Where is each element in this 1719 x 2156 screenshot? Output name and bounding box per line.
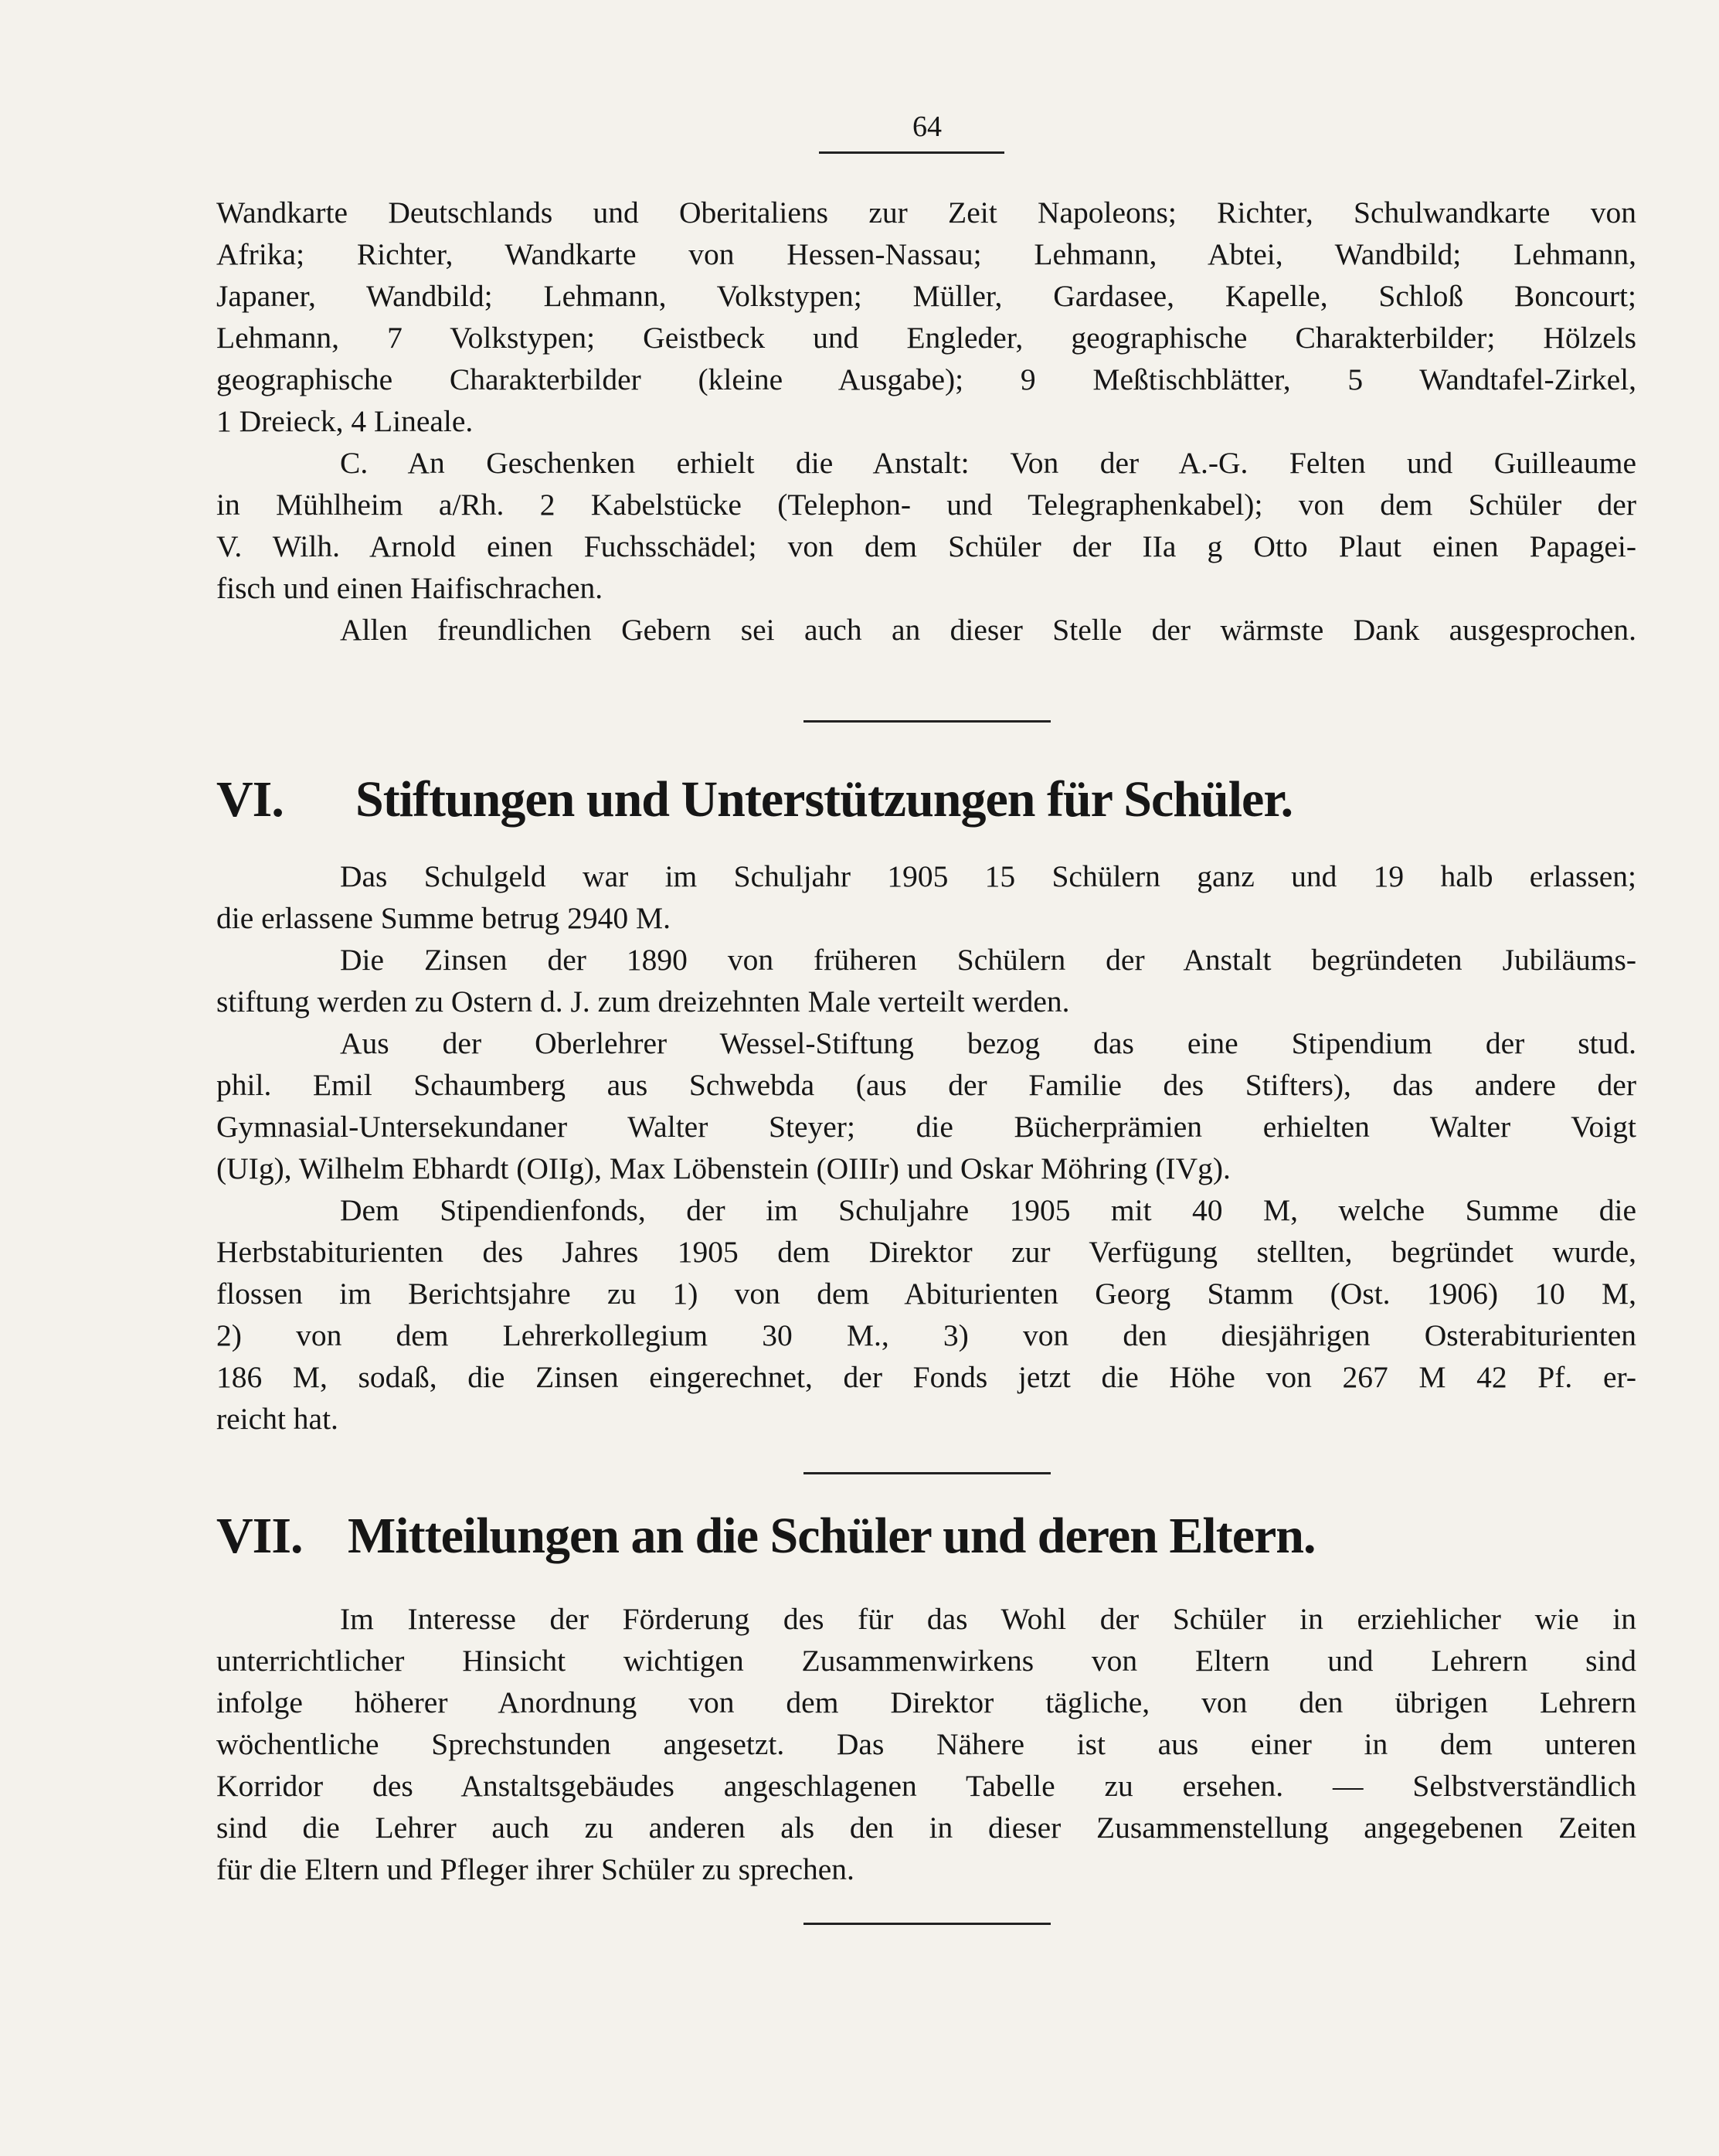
- section-heading-vii: [216, 1505, 1636, 1567]
- text-line: reicht hat.: [216, 1402, 338, 1436]
- section-number: VI.: [216, 771, 284, 828]
- text-line: infolge höherer Anordnung von dem Direktor tägliche, von den übrigen Lehrern: [216, 1685, 1636, 1719]
- paragraph-block-mitteilungen: [216, 1598, 1636, 1890]
- text-line: Die Zinsen der 1890 von früheren Schülern der Anstalt begründeten Jubiläums-: [340, 943, 1636, 977]
- text-line: Japaner, Wandbild; Lehmann, Volkstypen; Müller, Gardasee, Kapelle, Schloß Boncourt;: [216, 279, 1636, 313]
- section-divider: [803, 1472, 1051, 1474]
- text-line: 1 Dreieck, 4 Lineale.: [216, 404, 474, 438]
- text-line: Wandkarte Deutschlands und Oberitaliens zur Zeit Napoleons; Richter, Schulwandkarte von: [216, 196, 1636, 230]
- text-line: Korridor des Anstaltsgebäudes angeschlagenen Tabelle zu ersehen. — Selbstverständlich: [216, 1769, 1636, 1803]
- text-line: Gymnasial-Untersekundaner Walter Steyer; die Bücherprämien erhielten Walter Voigt: [216, 1110, 1636, 1144]
- section-divider: [803, 720, 1051, 723]
- page-number: 64: [912, 111, 942, 143]
- section-title: Stiftungen und Unterstützungen für Schüler.: [355, 771, 1293, 828]
- page-number-rule: [819, 151, 1004, 154]
- text-line: Herbstabiturienten des Jahres 1905 dem Direktor zur Verfügung stellten, begründet wurde,: [216, 1235, 1636, 1269]
- section-heading-vi: [216, 769, 1636, 831]
- paragraph-block-inventory: [216, 192, 1636, 651]
- text-line: 186 M, sodaß, die Zinsen eingerechnet, der Fonds jetzt die Höhe von 267 M 42 Pf. er-: [216, 1360, 1636, 1394]
- text-line: flossen im Berichtsjahre zu 1) von dem Abiturienten Georg Stamm (Ost. 1906) 10 M,: [216, 1277, 1636, 1311]
- text-line: V. Wilh. Arnold einen Fuchsschädel; von dem Schüler der IIa g Otto Plaut einen Papagei-: [216, 529, 1636, 563]
- text-line: unterrichtlicher Hinsicht wichtigen Zusammenwirkens von Eltern und Lehrern sind: [216, 1644, 1636, 1678]
- text-line: Aus der Oberlehrer Wessel-Stiftung bezog das eine Stipendium der stud.: [340, 1026, 1636, 1060]
- paragraph-block-stiftungen: [216, 855, 1636, 1440]
- section-number: VII.: [216, 1508, 303, 1564]
- text-line: phil. Emil Schaumberg aus Schwebda (aus der Familie des Stifters), das andere der: [216, 1068, 1636, 1102]
- text-line: fisch und einen Haifischrachen.: [216, 571, 603, 605]
- text-line: C. An Geschenken erhielt die Anstalt: Von der A.-G. Felten und Guilleaume: [340, 446, 1636, 480]
- text-line: Afrika; Richter, Wandkarte von Hessen-Nassau; Lehmann, Abtei, Wandbild; Lehmann,: [216, 237, 1636, 271]
- text-line: Lehmann, 7 Volkstypen; Geistbeck und Engleder, geographische Charakterbilder; Hölzels: [216, 321, 1636, 355]
- text-line: (UIg), Wilhelm Ebhardt (OIIg), Max Löbenstein (OIIIr) und Oskar Möhring (IVg).: [216, 1151, 1231, 1185]
- text-line: sind die Lehrer auch zu anderen als den in dieser Zusammenstellung angegebenen Zeiten: [216, 1811, 1636, 1845]
- text-line: in Mühlheim a/Rh. 2 Kabelstücke (Telephon- und Telegraphenkabel); von dem Schüler der: [216, 488, 1636, 522]
- text-line: Allen freundlichen Gebern sei auch an dieser Stelle der wärmste Dank ausgesprochen.: [340, 613, 1636, 647]
- text-line: geographische Charakterbilder (kleine Ausgabe); 9 Meßtischblätter, 5 Wandtafel-Zirkel,: [216, 362, 1636, 396]
- text-line: Im Interesse der Förderung des für das Wohl der Schüler in erziehlicher wie in: [340, 1602, 1636, 1636]
- text-line: Das Schulgeld war im Schuljahr 1905 15 Schülern ganz und 19 halb erlassen;: [340, 859, 1636, 893]
- text-line: die erlassene Summe betrug 2940 M.: [216, 901, 671, 935]
- text-line: 2) von dem Lehrerkollegium 30 M., 3) von den diesjährigen Osterabiturienten: [216, 1318, 1636, 1352]
- section-title: Mitteilungen an die Schüler und deren Eltern.: [348, 1508, 1316, 1564]
- text-line: wöchentliche Sprechstunden angesetzt. Das Nähere ist aus einer in dem unteren: [216, 1727, 1636, 1761]
- text-line: für die Eltern und Pfleger ihrer Schüler zu sprechen.: [216, 1852, 854, 1886]
- section-divider: [803, 1923, 1051, 1925]
- text-line: stiftung werden zu Ostern d. J. zum dreizehnten Male verteilt werden.: [216, 984, 1070, 1018]
- text-line: Dem Stipendienfonds, der im Schuljahre 1905 mit 40 M, welche Summe die: [340, 1193, 1636, 1227]
